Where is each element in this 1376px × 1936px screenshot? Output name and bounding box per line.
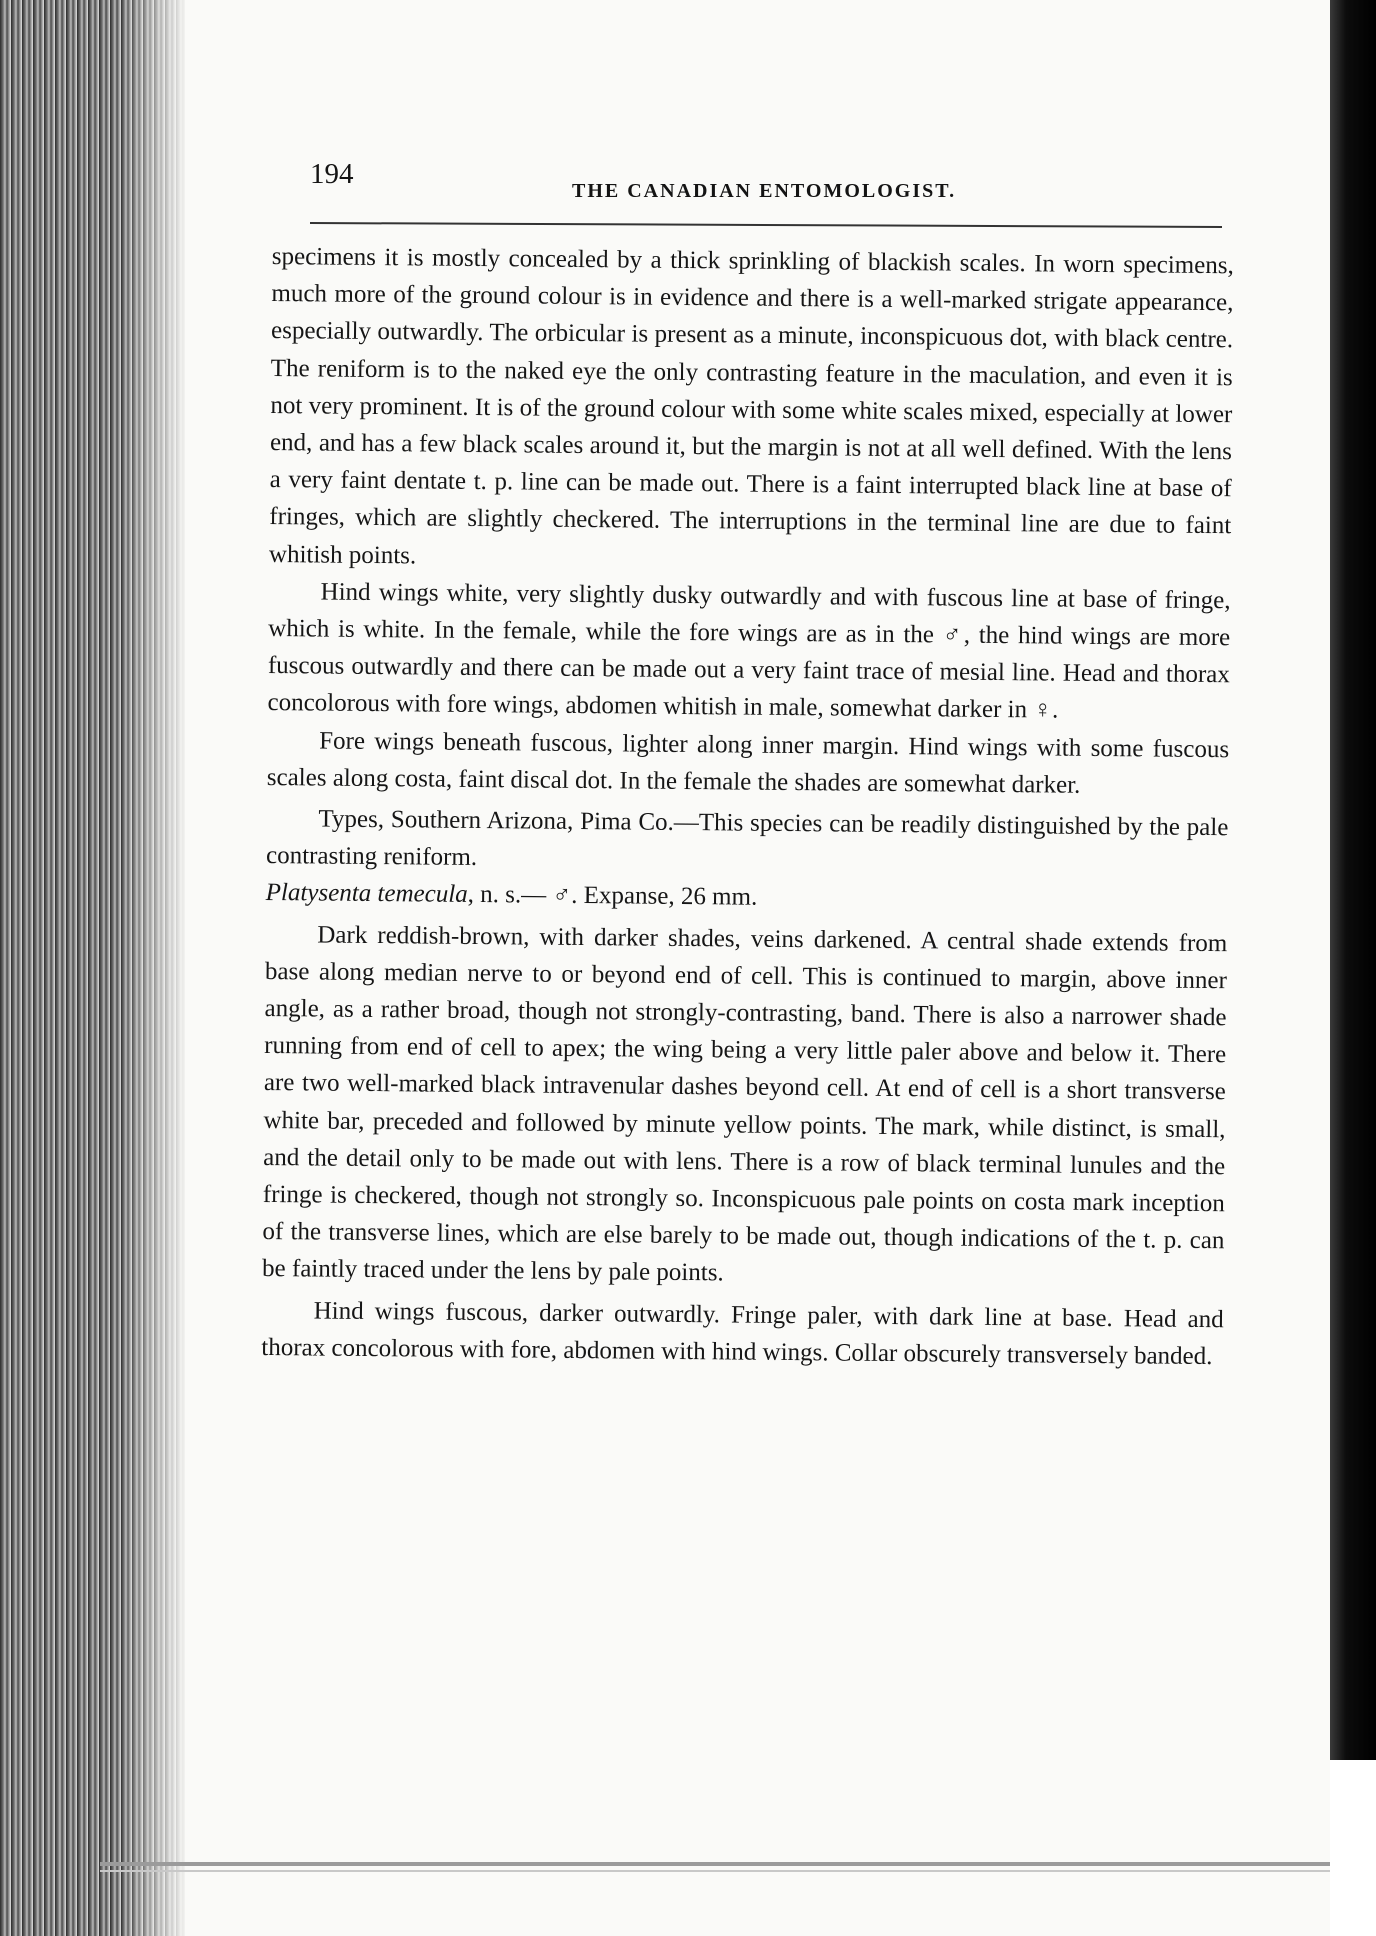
body-text [258, 238, 1234, 1717]
right-edge-lower-margin [1330, 1760, 1376, 1936]
paragraph-types: Types, Southern Arizona, Pima Co.—This species can be readily distinguished by the pale contrasting reniform. [265, 805, 1229, 872]
paragraph-fore-wings-beneath: Fore wings beneath fuscous, lighter along inner margin. Hind wings with some fuscous scales along costa, faint discal dot. In the female the shades are somewhat darker. [266, 727, 1230, 799]
page-header [310, 158, 1230, 208]
paragraph-description: Dark reddish-brown, with darker shades, veins darkened. A central shade extends from base along median nerve to or beyond end of cell. This is continued to margin, above inner angle, as a rather broad, though not strongly-contrasting, band. There is also a narrower shade running from end of cell to apex; the wing being a very little paler above and below it. There are two well-marked black intravenular dashes beyond cell. At end of cell is a short transverse white bar, preceded and followed by minute yellow points. The mark, while distinct, is small, and the detail only to be made out with lens. There is a row of black terminal lunules and the fringe is checkered, though not strongly so. Inconspicuous pale points on costa mark inception of the transverse lines, which are else barely to be made out, though indications of the t. p. can be faintly traced under the lens by pale points. [261, 921, 1228, 1287]
species-heading [266, 874, 1228, 920]
gutter-shadow [120, 0, 190, 1936]
header-rule [310, 222, 1222, 228]
page-number: 194 [310, 158, 354, 190]
species-details: , n. s.— ♂. Expanse, 26 mm. [467, 881, 758, 912]
bottom-page-edge-shadow [100, 1870, 1330, 1872]
right-page-edge [1330, 0, 1376, 1936]
species-name: Platysenta temecula [265, 879, 468, 909]
running-title: THE CANADIAN ENTOMOLOGIST. [572, 180, 957, 202]
bottom-page-edge [100, 1862, 1330, 1866]
paragraph-continued: specimens it is mostly concealed by a thick sprinkling of blackish scales. In worn specimens, much more of the ground colour is in evidence and there is a well-marked strigate appearance, especially outwardly. The orbicular is present as a minute, inconspicuous dot, with black centre. The reniform is to the naked eye the only contrasting feature in the maculation, and even it is not very prominent. It is of the ground colour with some white scales mixed, especially at lower end, and has a few black scales around it, but the margin is not at all well defined. With the lens a very faint dentate t. p. line can be made out. There is a faint interrupted black line at base of fringes, which are slightly checkered. The interruptions in the terminal line are due to faint whitish points. [268, 242, 1234, 570]
paragraph-hind-wings: Hind wings white, very slightly dusky outwardly and with fuscous line at base of fringe, which is white. In the female, while the fore wings are as in the ♂, the hind wings are more fuscous outwardly and there can be made out a very faint trace of mesial line. Head and thorax concolorous with fore wings, abdomen whitish in male, somewhat darker in ♀. [267, 578, 1231, 725]
paragraph-hind-wings-2: Hind wings fuscous, darker outwardly. Fringe paler, with dark line at base. Head and thorax concolorous with fore, abdomen with hind wings. Collar obscurely transversely banded. [261, 1297, 1224, 1370]
